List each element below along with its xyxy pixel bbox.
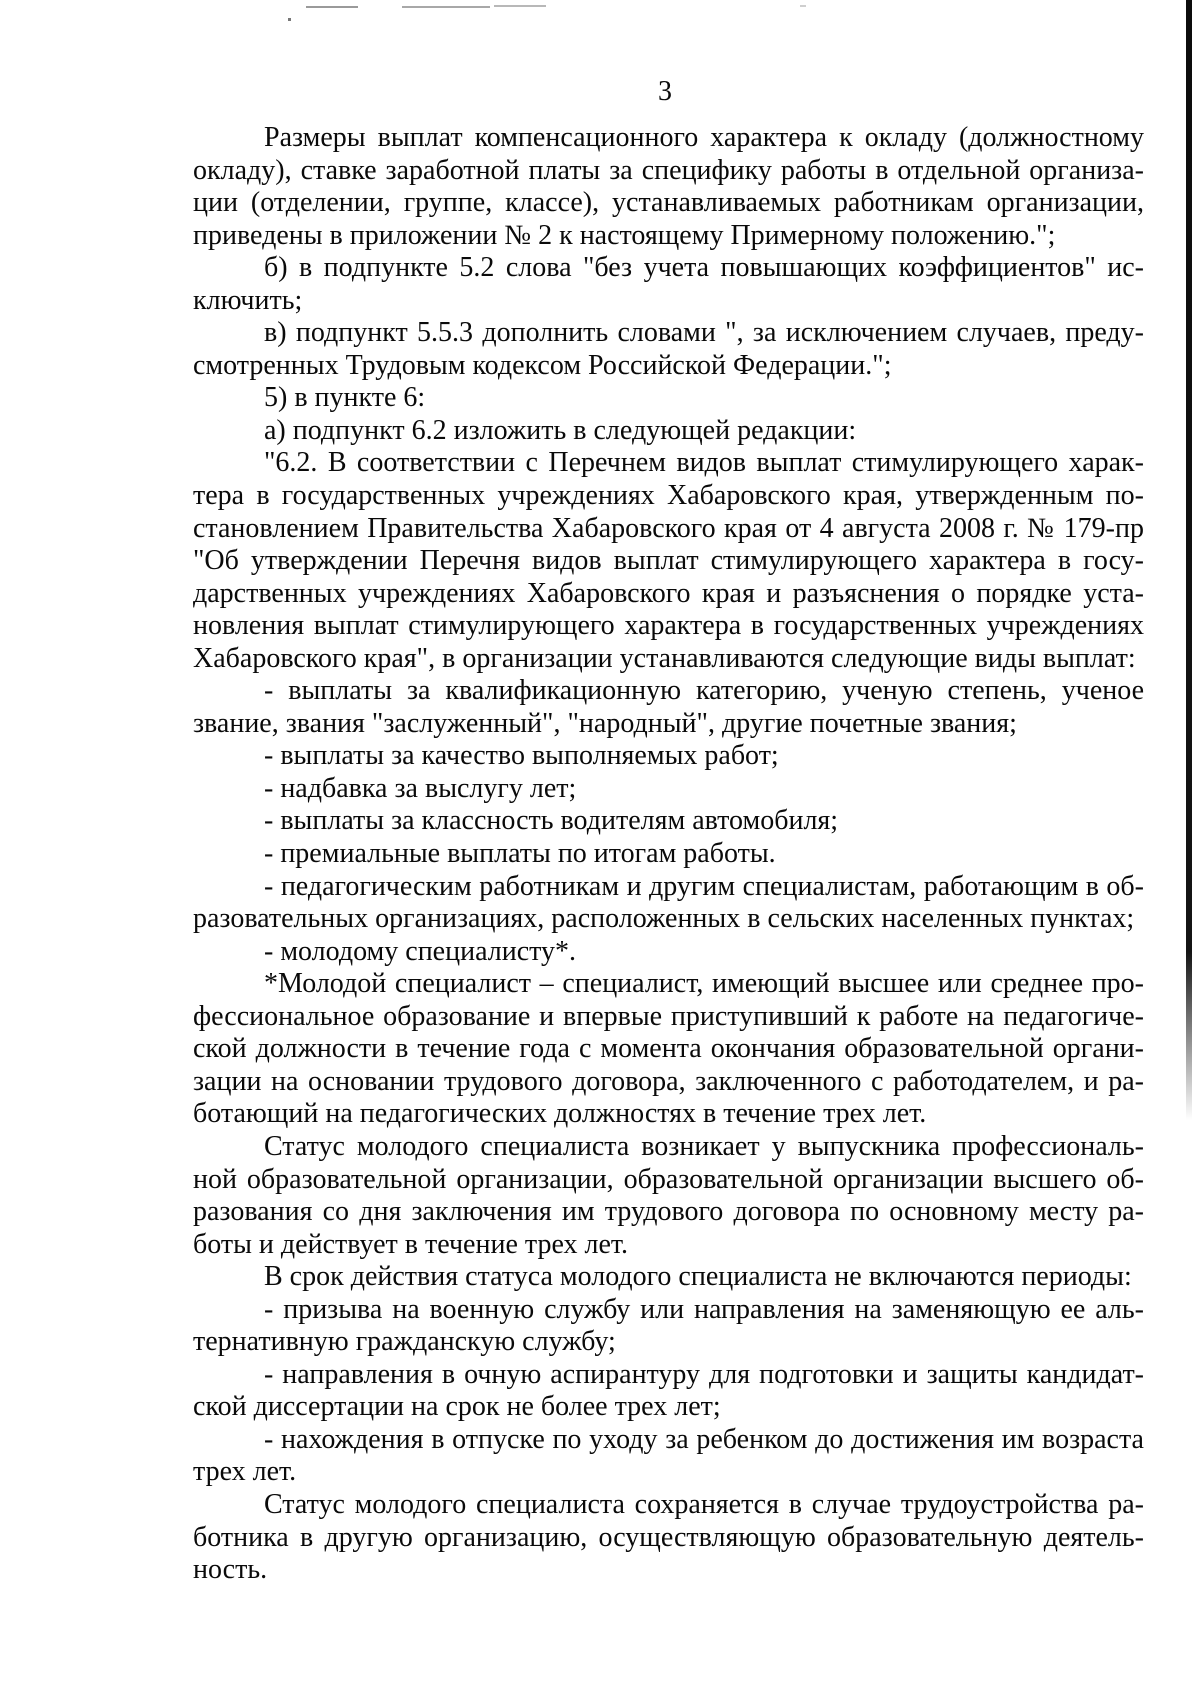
paragraph (193, 1261, 1144, 1294)
scan-artifact (800, 5, 806, 7)
paragraph (193, 252, 1144, 317)
text-line: в) подпункт 5.5.3 дополнить словами ", за исключением случаев, преду- (264, 317, 1144, 349)
text-line: ской диссертации на срок не более трех лет; (193, 1391, 721, 1423)
paragraph (193, 1489, 1144, 1587)
text-line: ской должности в течение года с момента окончания образовательной органи- (193, 1033, 1144, 1065)
text-line: разования со дня заключения им трудового договора по основному месту ра- (193, 1196, 1144, 1228)
text-line: новления выплат стимулирующего характера в государственных учреждениях (193, 610, 1144, 642)
text-line: - педагогическим работникам и другим специалистам, работающим в об- (264, 870, 1144, 902)
text-line: смотренных Трудовым кодексом Российской Федерации."; (193, 349, 892, 381)
text-line: - надбавка за выслугу лет; (264, 772, 577, 804)
paragraph (193, 936, 1144, 969)
text-line: "6.2. В соответствии с Перечнем видов выплат стимулирующего харак- (264, 447, 1144, 479)
paragraph (193, 838, 1144, 871)
text-line: приведены в приложении № 2 к настоящему Примерному положению."; (193, 219, 1056, 251)
paragraph (193, 675, 1144, 740)
paragraph (193, 1359, 1144, 1424)
text-line: "Об утверждении Перечня видов выплат стимулирующего характера в госу- (193, 545, 1144, 577)
paragraph (193, 805, 1144, 838)
text-line: фессиональное образование и впервые приступивший к работе на педагогиче- (193, 1000, 1144, 1032)
text-line: ботающий на педагогических должностях в течение трех лет. (193, 1098, 927, 1130)
scan-artifact (288, 18, 291, 21)
text-line: становлением Правительства Хабаровского края от 4 августа 2008 г. № 179-пр (193, 512, 1144, 544)
text-line: тера в государственных учреждениях Хабаровского края, утвержденным по- (193, 480, 1144, 512)
scan-artifact (402, 6, 490, 8)
text-line: ность. (193, 1554, 268, 1586)
paragraph (193, 968, 1144, 1131)
text-line: ботника в другую организацию, осуществляющую образовательную деятель- (193, 1521, 1144, 1553)
text-line: - молодому специалисту*. (264, 935, 577, 967)
text-line: ключить; (193, 284, 303, 316)
paragraph (193, 1294, 1144, 1359)
text-line: тернативную гражданскую службу; (193, 1326, 616, 1358)
text-line: *Молодой специалист – специалист, имеющий высшее или среднее про- (264, 968, 1144, 1000)
text-line: Статус молодого специалиста возникает у выпускника профессиональ- (264, 1130, 1144, 1162)
text-line: - выплаты за качество выполняемых работ; (264, 740, 779, 772)
paragraph (193, 122, 1144, 252)
text-line: б) в подпункте 5.2 слова "без учета повышающих коэффициентов" ис- (264, 252, 1144, 284)
text-line: Статус молодого специалиста сохраняется в случае трудоустройства ра- (264, 1488, 1144, 1520)
paragraph (193, 1424, 1144, 1489)
text-line: ной образовательной организации, образовательной организации высшего об- (193, 1163, 1144, 1195)
paragraph (193, 447, 1144, 675)
paragraph (193, 740, 1144, 773)
text-line: трех лет. (193, 1456, 297, 1488)
text-line: а) подпункт 6.2 изложить в следующей редакции: (264, 414, 857, 446)
scan-edge-line (1186, 0, 1192, 1120)
text-line: окладу), ставке заработной платы за специфику работы в отдельной организа- (193, 154, 1144, 186)
document-body (193, 122, 1144, 1587)
text-line: В срок действия статуса молодого специалиста не включаются периоды: (264, 1261, 1132, 1293)
text-line: - нахождения в отпуске по уходу за ребенком до достижения им возраста (264, 1423, 1144, 1455)
text-line: звание, звания "заслуженный", "народный", другие почетные звания; (193, 707, 1017, 739)
text-line: - премиальные выплаты по итогам работы. (264, 838, 776, 870)
text-line: Хабаровского края", в организации устанавливаются следующие виды выплат: (193, 642, 1136, 674)
scan-artifact (306, 6, 358, 8)
paragraph (193, 871, 1144, 936)
text-line: Размеры выплат компенсационного характера к окладу (должностному (264, 122, 1144, 153)
text-line: ции (отделении, группе, классе), устанавливаемых работникам организации, (193, 187, 1144, 219)
paragraph (193, 317, 1144, 382)
paragraph (193, 382, 1144, 415)
paragraph (193, 773, 1144, 806)
paragraph (193, 1131, 1144, 1261)
text-line: - выплаты за квалификационную категорию, ученую степень, ученое (264, 675, 1144, 707)
text-line: зации на основании трудового договора, заключенного с работодателем, и ра- (193, 1065, 1144, 1097)
text-line: - выплаты за классность водителям автомобиля; (264, 805, 839, 837)
scan-artifact (494, 5, 546, 7)
text-line: 5) в пункте 6: (264, 382, 426, 414)
text-line: - призыва на военную службу или направления на заменяющую ее аль- (264, 1293, 1144, 1325)
page-number: 3 (658, 76, 672, 107)
paragraph (193, 415, 1144, 448)
text-line: боты и действует в течение трех лет. (193, 1228, 629, 1260)
text-line: разовательных организациях, расположенных в сельских населенных пунктах; (193, 903, 1135, 935)
text-line: дарственных учреждениях Хабаровского края и разъяснения о порядке уста- (193, 577, 1144, 609)
text-line: - направления в очную аспирантуру для подготовки и защиты кандидат- (264, 1358, 1144, 1390)
